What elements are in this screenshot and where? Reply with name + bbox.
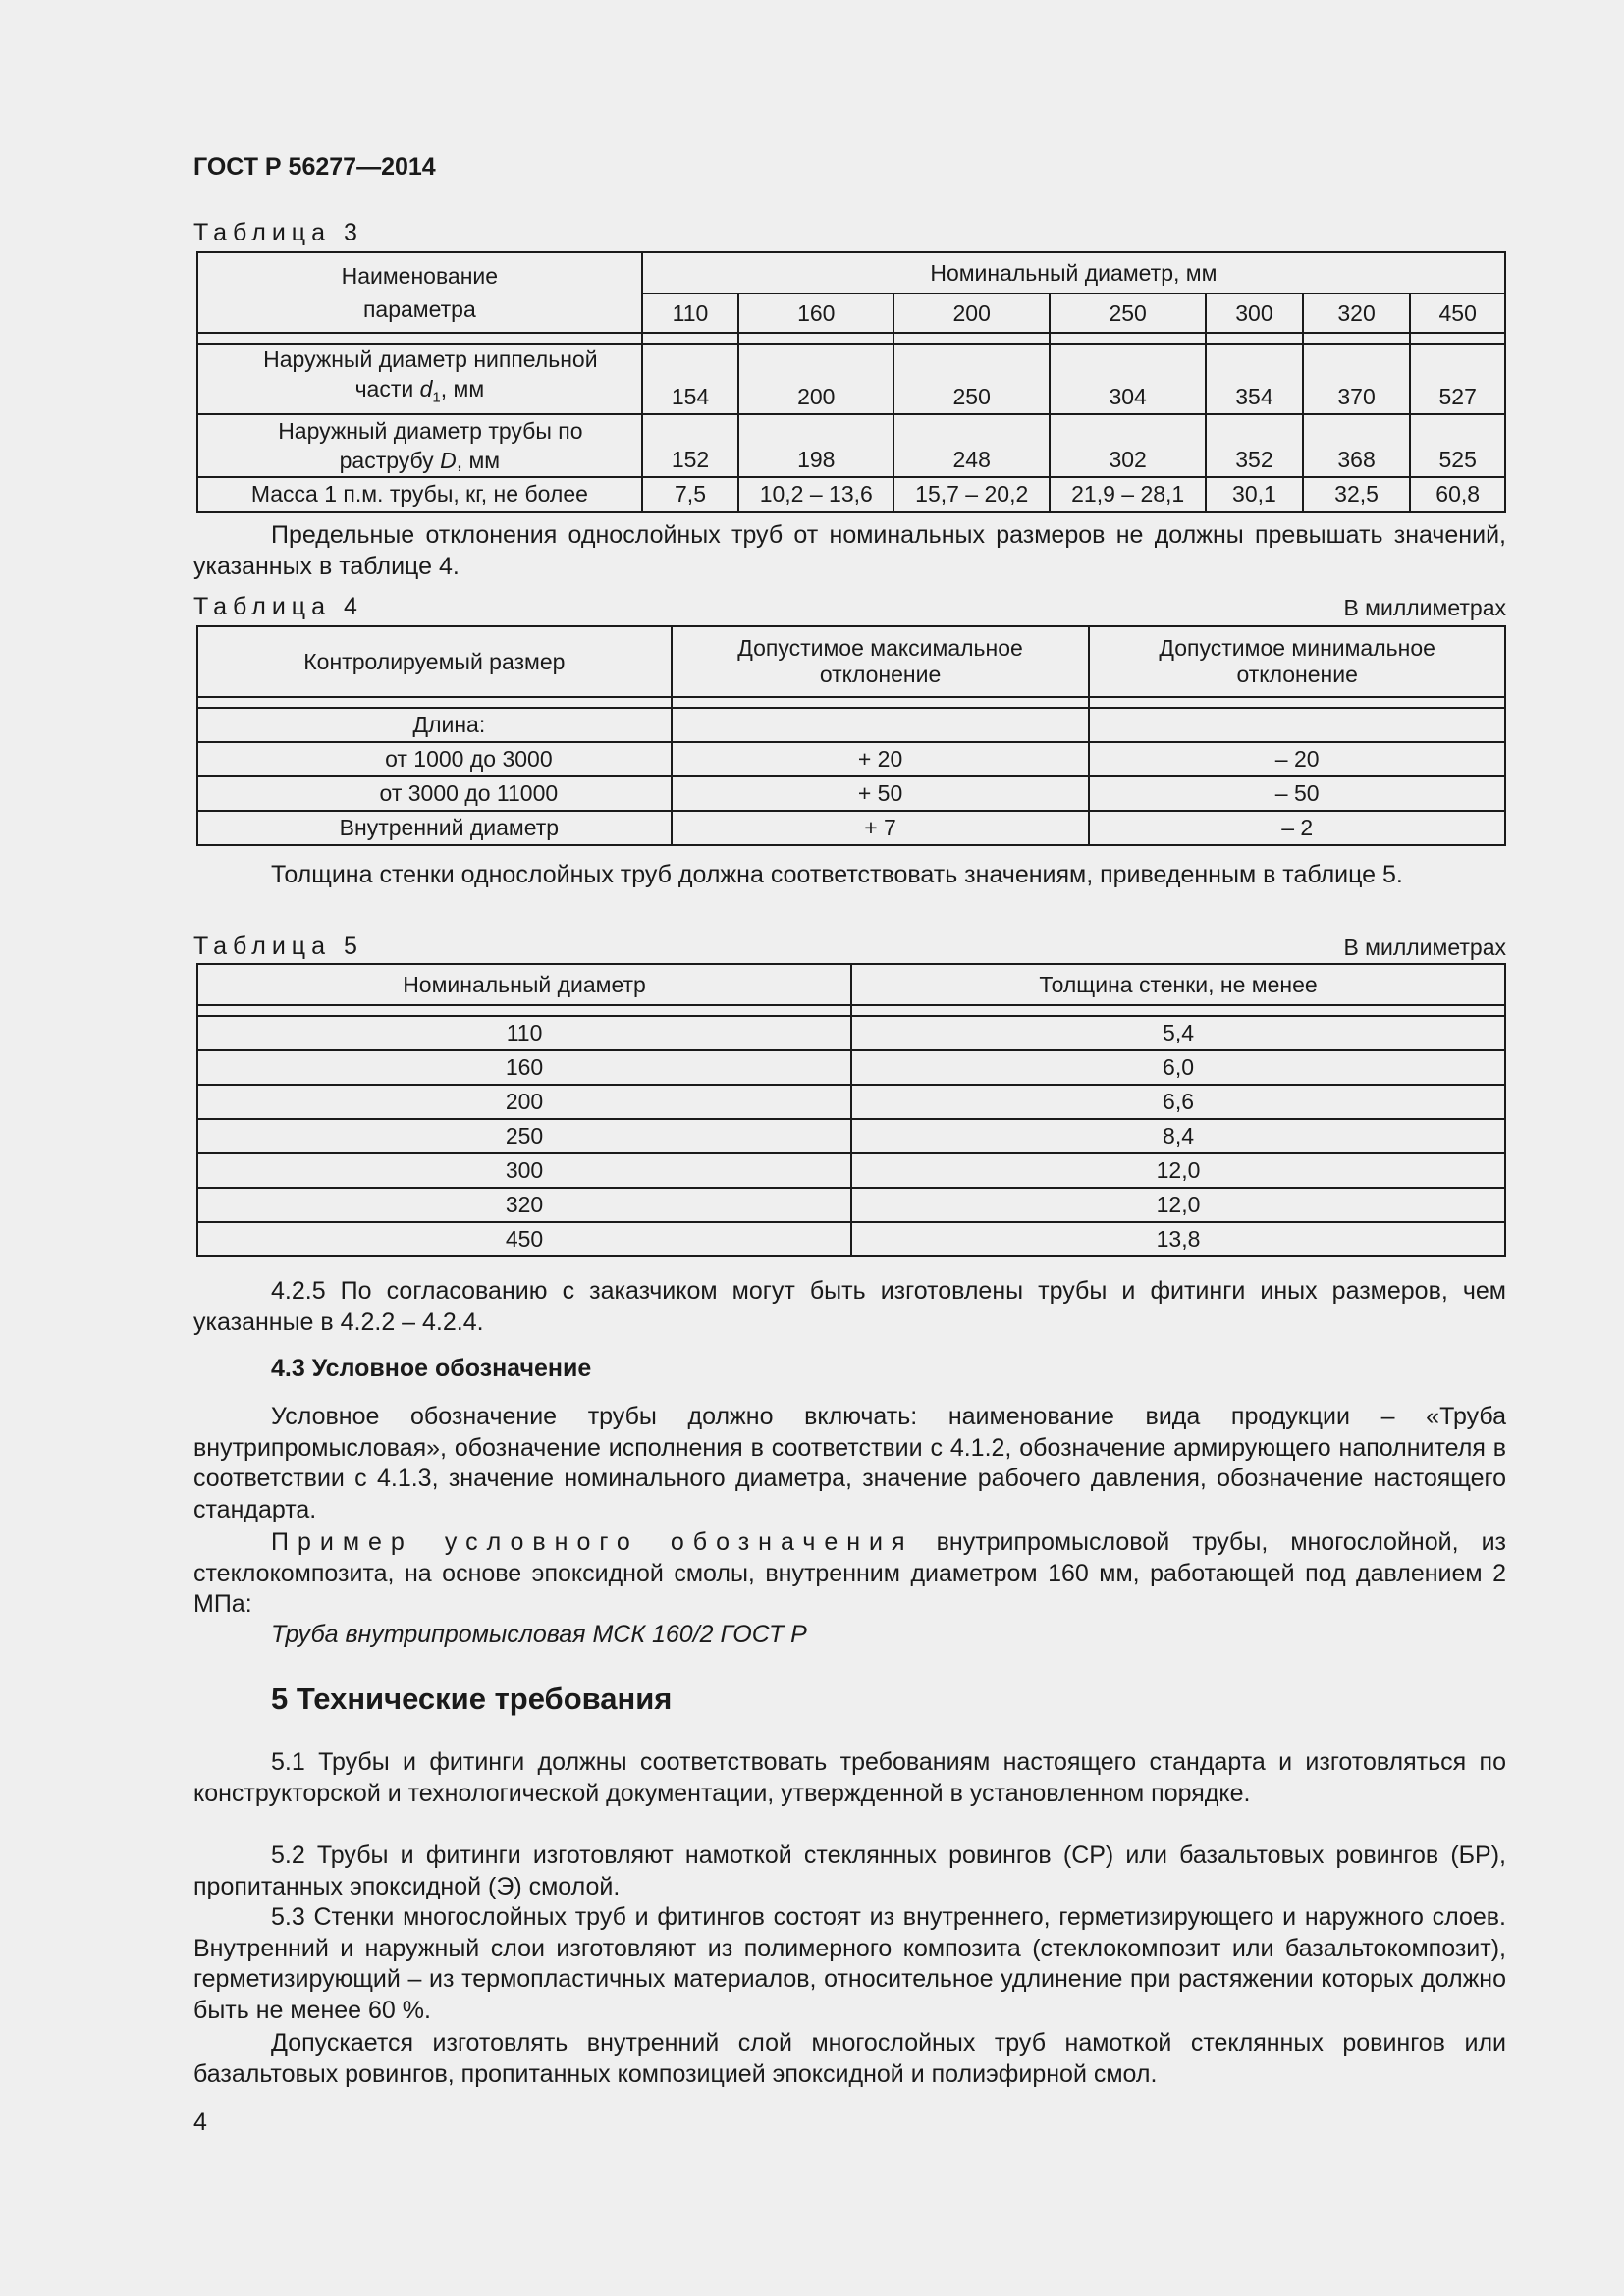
cell: 30,1 <box>1206 477 1303 512</box>
row-label: от 1000 до 3000 <box>197 742 672 776</box>
cell: 15,7 – 20,2 <box>893 477 1050 512</box>
cell: – 50 <box>1089 776 1505 811</box>
table4-header: Допустимое максимальное отклонение <box>672 626 1090 697</box>
cell: 13,8 <box>851 1222 1505 1256</box>
table-row <box>197 1153 1505 1188</box>
cell: 320 <box>197 1188 851 1222</box>
cell: 160 <box>197 1050 851 1085</box>
cell: 304 <box>1050 344 1206 414</box>
table4 <box>196 625 1506 846</box>
paragraph: Пример условного обозначения внутрипромысловой трубы, многослойной, из стеклокомпозита, на основе эпоксидной смолы, внутренним диаметром 160 мм, работающей под давлением 2 МПа: <box>193 1528 1507 1618</box>
row-label: Длина: <box>197 708 672 742</box>
cell: 110 <box>197 1016 851 1050</box>
table-row <box>197 811 1505 845</box>
table5-caption: Таблица 5 <box>193 933 363 960</box>
cell: 302 <box>1050 414 1206 477</box>
table-row <box>197 1222 1505 1256</box>
paragraph: 5.1 Трубы и фитинги должны соответствовать требованиям настоящего стандарта и изготовляться по конструкторской и технологической документации, утвержденной в установленном порядке. <box>193 1748 1506 1807</box>
table-row <box>197 1188 1505 1222</box>
row-label: Наружный диаметр трубы по раструбу D, мм <box>197 414 642 477</box>
cell: 368 <box>1303 414 1411 477</box>
row-label: Наружный диаметр ниппельной части $d_1$, мм <box>197 344 642 414</box>
table3-diam: 320 <box>1303 294 1411 333</box>
cell: 352 <box>1206 414 1303 477</box>
table5-units: В миллиметрах <box>1343 934 1506 960</box>
paragraph: Толщина стенки однослойных труб должна соответствовать значениям, приведенным в таблице 5. <box>271 861 1403 888</box>
cell: 370 <box>1303 344 1411 414</box>
cell: 200 <box>738 344 893 414</box>
cell: 32,5 <box>1303 477 1411 512</box>
table-row <box>197 1085 1505 1119</box>
cell: 300 <box>197 1153 851 1188</box>
paragraph: 4.2.5 По согласованию с заказчиком могут быть изготовлены трубы и фитинги иных размеров, чем указанные в 4.2.2 – 4.2.4. <box>193 1277 1506 1336</box>
table3-caption: Таблица 3 <box>193 219 363 246</box>
cell: 8,4 <box>851 1119 1505 1153</box>
cell: 21,9 – 28,1 <box>1050 477 1206 512</box>
table4-header: Контролируемый размер <box>197 626 672 697</box>
cell: 6,6 <box>851 1085 1505 1119</box>
cell: 7,5 <box>642 477 739 512</box>
table3-diam: 450 <box>1410 294 1505 333</box>
cell: + 20 <box>672 742 1090 776</box>
paragraph: Допускается изготовлять внутренний слой многослойных труб намоткой стеклянных ровингов или базальтовых ровингов, пропитанных композицией эпоксидной и полиэфирной смол. <box>193 2029 1506 2088</box>
table-row <box>197 1119 1505 1153</box>
paragraph: 5.3 Стенки многослойных труб и фитингов состоят из внутреннего, герметизирующего и наружного слоев. Внутренний и наружный слои изготовляют из полимерного композита (стеклокомпозит или базальтокомпозит), герметизирующий – из термопластичных материалов, относительное удлинение при растяжении которых должно быть не менее 60 %. <box>193 1903 1506 2024</box>
paragraph: Предельные отклонения однослойных труб от номинальных размеров не должны превышать значений, указанных в таблице 4. <box>193 521 1506 580</box>
cell: – 2 <box>1089 811 1505 845</box>
section-heading: 5 Технические требования <box>271 1682 673 1716</box>
cell: + 7 <box>672 811 1090 845</box>
cell: 450 <box>197 1222 851 1256</box>
document-header: ГОСТ Р 56277—2014 <box>193 153 436 181</box>
cell: 152 <box>642 414 739 477</box>
cell: 12,0 <box>851 1188 1505 1222</box>
section-heading: 4.3 Условное обозначение <box>271 1355 592 1382</box>
table3-diam-header: Номинальный диаметр, мм <box>642 252 1505 294</box>
table3-param-header: Наименование параметра <box>197 252 642 333</box>
cell: 248 <box>893 414 1050 477</box>
table3 <box>196 251 1506 513</box>
cell: 250 <box>893 344 1050 414</box>
cell: 12,0 <box>851 1153 1505 1188</box>
table-row <box>197 1016 1505 1050</box>
table-row <box>197 414 1505 477</box>
table5-header: Толщина стенки, не менее <box>851 964 1505 1005</box>
cell: 10,2 – 13,6 <box>738 477 893 512</box>
table5-header: Номинальный диаметр <box>197 964 851 1005</box>
cell: 154 <box>642 344 739 414</box>
row-label: Внутренний диаметр <box>197 811 672 845</box>
table5 <box>196 963 1506 1257</box>
cell: 525 <box>1410 414 1505 477</box>
paragraph: 5.2 Трубы и фитинги изготовляют намоткой стеклянных ровингов (СР) или базальтовых ровингов (БР), пропитанных эпоксидной (Э) смолой. <box>193 1842 1506 1900</box>
cell: 198 <box>738 414 893 477</box>
example-designation: Труба внутрипромысловая МСК 160/2 ГОСТ Р <box>271 1621 807 1648</box>
cell: + 50 <box>672 776 1090 811</box>
cell: 200 <box>197 1085 851 1119</box>
cell: 250 <box>197 1119 851 1153</box>
row-label: Масса 1 п.м. трубы, кг, не более <box>197 477 642 512</box>
page-number: 4 <box>193 2109 207 2136</box>
paragraph: Условное обозначение трубы должно включать: наименование вида продукции – «Труба внутрипромысловая», обозначение исполнения в соответствии с 4.1.2, обозначение армирующего наполнителя в соответствии с 4.1.3, значение номинального диаметра, значение рабочего давления, обозначение настоящего стандарта. <box>193 1403 1506 1523</box>
table3-diam: 200 <box>893 294 1050 333</box>
row-label: от 3000 до 11000 <box>197 776 672 811</box>
cell: 6,0 <box>851 1050 1505 1085</box>
table4-units: В миллиметрах <box>1343 595 1506 620</box>
table3-diam: 250 <box>1050 294 1206 333</box>
table4-header: Допустимое минимальное отклонение <box>1089 626 1505 697</box>
cell: 60,8 <box>1410 477 1505 512</box>
table-row <box>197 742 1505 776</box>
table4-caption: Таблица 4 <box>193 593 363 620</box>
table-row <box>197 708 1505 742</box>
cell: 527 <box>1410 344 1505 414</box>
cell: – 20 <box>1089 742 1505 776</box>
table-row <box>197 1050 1505 1085</box>
table3-diam: 110 <box>642 294 739 333</box>
cell: 354 <box>1206 344 1303 414</box>
table-row <box>197 776 1505 811</box>
cell: 5,4 <box>851 1016 1505 1050</box>
table3-diam: 300 <box>1206 294 1303 333</box>
table3-diam: 160 <box>738 294 893 333</box>
table-row <box>197 344 1505 414</box>
table-row <box>197 477 1505 512</box>
